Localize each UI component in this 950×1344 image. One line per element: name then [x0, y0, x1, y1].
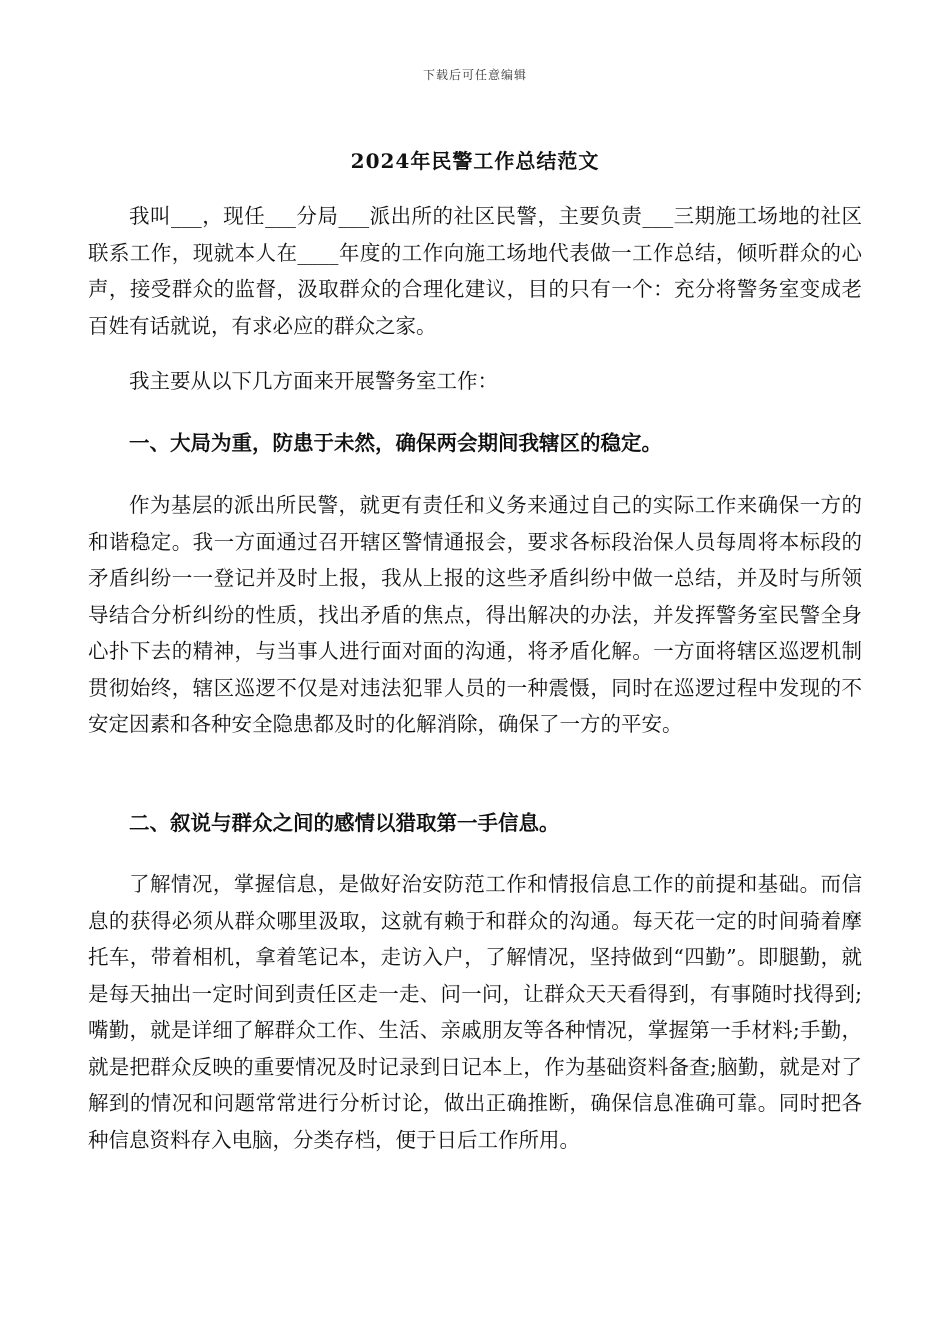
section1-heading: 一、大局为重，防患于未然，确保两会期间我辖区的稳定。: [129, 431, 662, 455]
document-title: 2024年民警工作总结范文: [350, 149, 600, 173]
intro-paragraph: 我叫___，现任___分局___派出所的社区民警，主要负责___三期施工场地的社区联系工作，现就本人在____年度的工作向施工场地代表做一工作总结，倾听群众的心声，接受群众的监督，汲取群众的合理化建议，目的只有一个：充分将警务室变成老百姓有话就说，有求必应的群众之家。: [88, 204, 862, 338]
section2-heading: 二、叙说与群众之间的感情以猎取第一手信息。: [129, 811, 560, 835]
section1-body: 作为基层的派出所民警，就更有责任和义务来通过自己的实际工作来确保一方的和谐稳定。我一方面通过召开辖区警情通报会，要求各标段治保人员每周将本标段的矛盾纠纷一一登记并及时上报，我从上报的这些矛盾纠纷中做一总结，并及时与所领导结合分析纠纷的性质，找出矛盾的焦点，得出解决的办法，并发挥警务室民警全身心扑下去的精神，与当事人进行面对面的沟通，将矛盾化解。一方面将辖区巡逻机制贯彻始终，辖区巡逻不仅是对违法犯罪人员的一种震慑，同时在巡逻过程中发现的不安定因素和各种安全隐患都及时的化解消除，确保了一方的平安。: [88, 493, 862, 736]
section2-body: 了解情况，掌握信息，是做好治安防范工作和情报信息工作的前提和基础。而信息的获得必须从群众哪里汲取，这就有赖于和群众的沟通。每天花一定的时间骑着摩托车，带着相机，拿着笔记本，走访入户，了解情况，坚持做到“四勤”。即腿勤，就是每天抽出一定时间到责任区走一走、问一问，让群众天天看得到，有事随时找得到;嘴勤，就是详细了解群众工作、生活、亲戚朋友等各种情况，掌握第一手材料;手勤，就是把群众反映的重要情况及时记录到日记本上，作为基础资料备查;脑勤，就是对了解到的情况和问题常常进行分析讨论，做出正确推断，确保信息准确可靠。同时把各种信息资料存入电脑，分类存档，便于日后工作所用。: [88, 872, 862, 1152]
header-note: 下载后可任意编辑: [422, 68, 527, 82]
overview-paragraph: 我主要从以下几方面来开展警务室工作：: [129, 369, 498, 393]
